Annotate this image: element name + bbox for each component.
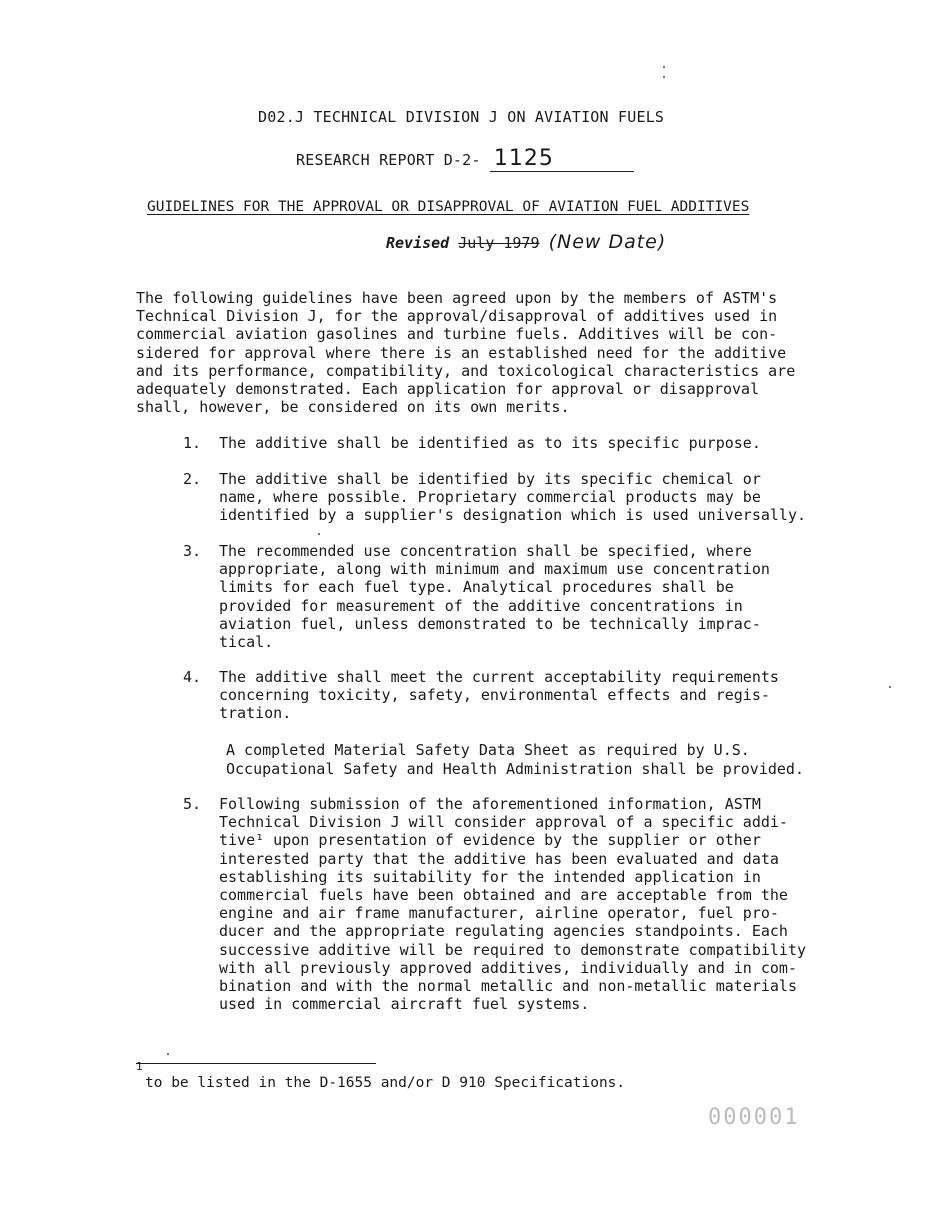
report-number-line (296, 146, 634, 172)
scan-speck (167, 1053, 169, 1055)
item-line: tration. (219, 704, 292, 723)
handwritten-new-date: (New Date) (548, 231, 667, 253)
scan-speck (889, 686, 891, 688)
document-title: GUIDELINES FOR THE APPROVAL OR DISAPPROVAL OF AVIATION FUEL ADDITIVES (147, 199, 750, 215)
msds-note (226, 741, 804, 779)
scan-speck (663, 76, 665, 78)
item-line: bination and with the normal metallic and non-metallic materials (219, 977, 797, 996)
struck-date: July 1979 (458, 234, 540, 252)
intro-line: adequately demonstrated. Each application for approval or disapproval (136, 380, 760, 399)
item-line: used in commercial aircraft fuel systems. (219, 995, 590, 1014)
footnote-text: to be listed in the D-1655 and/or D 910 Specifications. (145, 1075, 626, 1091)
item-line: tive¹ upon presentation of evidence by the supplier or other (219, 831, 761, 850)
item-line: provided for measurement of the additive concentrations in (219, 596, 743, 615)
intro-line: sidered for approval where there is an established need for the additive (136, 343, 787, 362)
item-line: name, where possible. Proprietary commercial products may be (219, 488, 761, 507)
footnote-rule (136, 1063, 376, 1064)
item-line: establishing its suitability for the intended application in (219, 867, 761, 886)
item-number: 5. (183, 795, 202, 813)
item-line: tical. (219, 633, 274, 652)
scan-speck (318, 533, 320, 535)
item-line: The additive shall meet the current acceptability requirements (219, 668, 779, 686)
item-line: aviation fuel, unless demonstrated to be technically imprac- (219, 614, 761, 633)
item-line: concerning toxicity, safety, environmental effects and regis- (219, 686, 770, 705)
item-line: limits for each fuel type. Analytical procedures shall be (219, 578, 734, 597)
intro-line: The following guidelines have been agreed upon by the members of ASTM's (136, 289, 778, 307)
revision-line (386, 231, 666, 253)
intro-line: shall, however, be considered on its own merits. (136, 398, 570, 417)
item-line: commercial fuels have been obtained and are acceptable from the (219, 886, 788, 905)
report-number-handwritten: 1125 (493, 146, 554, 171)
intro-line: and its performance, compatibility, and toxicological characteristics are (136, 361, 796, 380)
item-line: successive additive will be required to demonstrate compatibility (219, 940, 806, 959)
page-stamp: 000001 (708, 1105, 800, 1130)
item-line: Following submission of the aforementioned information, ASTM (219, 795, 761, 813)
item-number: 3. (183, 542, 202, 560)
note-line: A completed Material Safety Data Sheet as required by U.S. (226, 741, 750, 759)
item-line: appropriate, along with minimum and maximum use concentration (219, 560, 770, 579)
report-label: RESEARCH REPORT D-2- (296, 151, 481, 169)
item-line: The additive shall be identified as to its specific purpose. (219, 434, 761, 452)
committee-heading: D02.J TECHNICAL DIVISION J ON AVIATION FUELS (258, 108, 665, 126)
report-number (490, 146, 634, 172)
item-line: ducer and the appropriate regulating agencies standpoints. Each (219, 922, 788, 941)
intro-line: Technical Division J, for the approval/disapproval of additives used in (136, 307, 778, 326)
scan-speck (663, 66, 665, 68)
footnote-mark: 1 (136, 1060, 143, 1073)
item-line: identified by a supplier's designation which is used universally. (219, 506, 806, 525)
intro-line: commercial aviation gasolines and turbine fuels. Additives will be con- (136, 325, 778, 344)
item-line: The recommended use concentration shall be specified, where (219, 542, 752, 560)
item-line: with all previously approved additives, individually and in com- (219, 958, 797, 977)
revised-label: Revised (386, 234, 450, 252)
note-line: Occupational Safety and Health Administration shall be provided. (226, 760, 804, 778)
item-line: Technical Division J will consider approval of a specific addi- (219, 813, 788, 832)
item-line: engine and air frame manufacturer, airline operator, fuel pro- (219, 904, 779, 923)
item-line: interested party that the additive has been evaluated and data (219, 849, 779, 868)
item-number: 4. (183, 668, 202, 686)
item-number: 1. (183, 434, 202, 452)
item-line: The additive shall be identified by its specific chemical or (219, 470, 761, 488)
intro-paragraph (136, 289, 836, 416)
item-number: 2. (183, 470, 202, 488)
